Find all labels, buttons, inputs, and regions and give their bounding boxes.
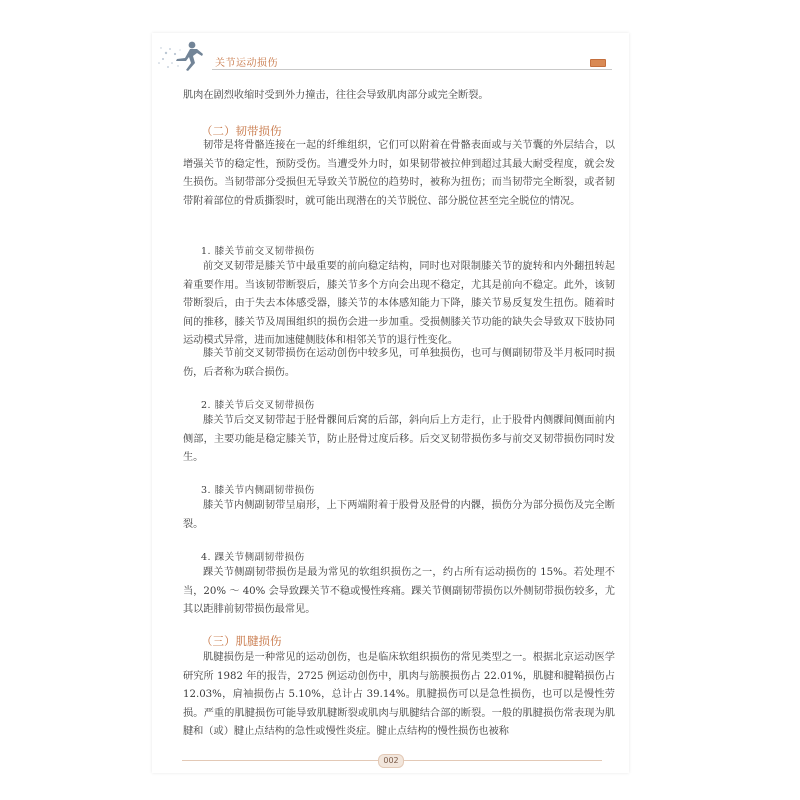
section-heading: （三）肌腱损伤 (201, 634, 282, 648)
body-paragraph: 肌腱损伤是一种常见的运动创伤，也是临床软组织损伤的常见类型之一。根据北京运动医学研究所 1982 年的报告，2725 例运动创伤中，肌肉与筋膜损伤占 22.01%，肌腱和腱鞘损伤占 12.03%，肩袖损伤占 5.10%，总计占 39.14%。肌腱损伤可以是急性损伤，也可以是慢性劳损。严重的肌腱损伤可能导致肌腱断裂或肌肉与肌腱结合部的断裂。一般的肌腱损伤常表现为肌腱和（或）腱止点结构的急性或慢性炎症。腱止点结构的慢性损伤也被称 (183, 652, 615, 737)
book-page (152, 33, 629, 773)
subsection-heading: 2. 膝关节后交叉韧带损伤 (201, 400, 315, 411)
subsection-heading: 4. 踝关节侧副韧带损伤 (201, 552, 305, 563)
body-paragraph: 踝关节侧副韧带损伤是最为常见的软组织损伤之一，约占所有运动损伤的 15%。若处理不当，20% ～ 40% 会导致踝关节不稳或慢性疼痛。踝关节侧副韧带损伤以外侧韧带损伤较多，尤其以距腓前韧带损伤最常见。 (183, 567, 615, 615)
body-paragraph: 前交叉韧带是膝关节中最重要的前向稳定结构，同时也对限制膝关节的旋转和内外翻扭转起着重要作用。当该韧带断裂后，膝关节多个方向会出现不稳定，尤其是前向不稳定。此外，该韧带断裂后，由于失去本体感受器，膝关节的本体感知能力下降，膝关节易反复发生扭伤。随着时间的推移，膝关节及周围组织的损伤会进一步加重。受损侧膝关节功能的缺失会导致双下肢协同运动模式异常，进而加速健侧肢体和相邻关节的退行性变化。 (183, 261, 615, 346)
running-head: 关节运动损伤 (215, 58, 278, 69)
body-paragraph: 膝关节后交叉韧带起于胫骨髁间后窝的后部，斜向后上方走行，止于股骨内侧髁间侧面前内侧部，主要功能是稳定膝关节，防止胫骨过度后移。后交叉韧带损伤多与前交叉韧带损伤同时发生。 (183, 415, 615, 463)
header-tab-marker (590, 59, 606, 67)
page-number: 002 (378, 754, 404, 768)
body-paragraph: 膝关节内侧副韧带呈扇形，上下两端附着于股骨及胫骨的内髁，损伤分为部分损伤及完全断裂。 (183, 500, 615, 530)
section-heading: （二）韧带损伤 (201, 124, 282, 138)
body-paragraph: 肌肉在剧烈收缩时受到外力撞击，往往会导致肌肉部分或完全断裂。 (183, 90, 489, 101)
body-paragraph: 韧带是将骨骼连接在一起的纤维组织，它们可以附着在骨骼表面或与关节囊的外层结合，以增强关节的稳定性，预防受伤。当遭受外力时，如果韧带被拉伸到超过其最大耐受程度，就会发生损伤。当韧带部分受损但无导致关节脱位的趋势时，被称为扭伤；而当韧带完全断裂，或者韧带附着部位的骨质撕裂时，就可能出现潜在的关节脱位、部分脱位甚至完全脱位的情况。 (183, 140, 615, 207)
running-athlete-icon (156, 39, 214, 73)
subsection-heading: 1. 膝关节前交叉韧带损伤 (201, 246, 315, 257)
header-rule (212, 69, 612, 70)
body-paragraph: 膝关节前交叉韧带损伤在运动创伤中较多见，可单独损伤，也可与侧副韧带及半月板同时损伤，后者称为联合损伤。 (183, 348, 615, 378)
subsection-heading: 3. 膝关节内侧副韧带损伤 (201, 485, 315, 496)
